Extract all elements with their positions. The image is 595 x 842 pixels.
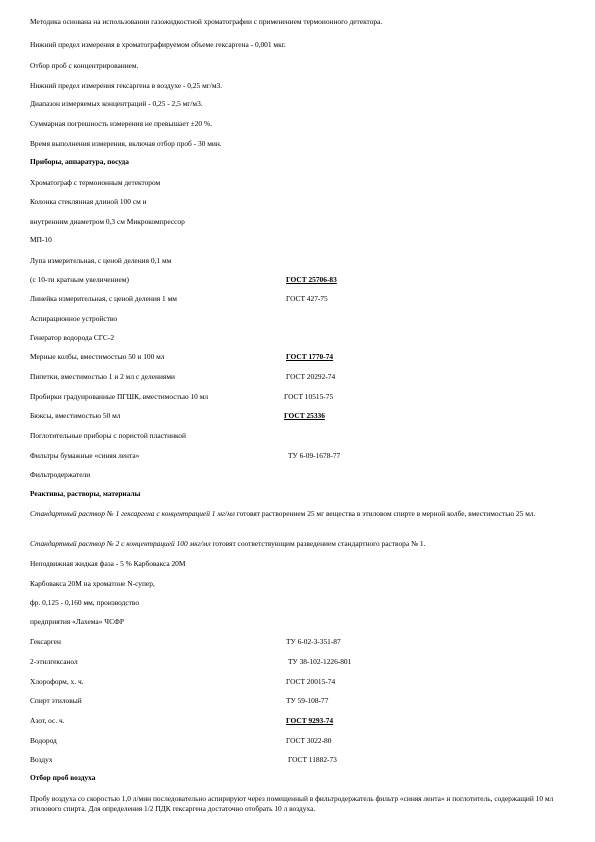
air-label: Воздух [30,755,53,764]
air-row [30,755,570,765]
holders-line: Фильтродержатели [30,470,91,479]
pipettes-row [30,372,570,382]
fraction-line: фр. 0,125 - 0,160 мм, производство [30,598,140,607]
tubes-row [30,392,570,402]
chloroform-standard: ГОСТ 20015-74 [286,677,336,686]
magnifier-row [30,275,570,285]
standard-solution-2-title: Стандартный раствор № 2 с концентрацией 100 мкг/мл [30,539,211,548]
beakers-row [30,411,570,421]
chromatograph-line: Хроматограф с термоионным детектором [30,178,161,187]
air-sampling-paragraph: Пробу воздуха со скоростью 1,0 л/мин последовательно аспирируют через помещенный в фильтродержатель фильтр «синяя лента» и поглотитель, содержащий 10 мл этилового спирта. Для определения 1/2 ПДК гексаргена достаточно отобрать 10 л воздуха. [30,794,554,813]
column-line-1: Колонка стеклянная длиной 100 см и [30,197,147,206]
ethylhexanol-label: 2-этилгексанол [30,657,78,666]
ethylhexanol-row [30,657,570,667]
hydrogen-row [30,736,570,746]
method-paragraph: Методика основана на использовании газожидкостной хроматографии с применением термоионного детектора. [30,17,383,26]
ethanol-label: Спирт этиловый [30,696,82,705]
filters-row [30,451,570,461]
time-paragraph: Время выполнения измерения, включая отбор проб - 30 мин. [30,139,222,148]
standard-solution-2 [30,539,425,549]
ethylhexanol-standard: ТУ 38-102-1226-801 [288,657,352,666]
absorbers-line: Поглотительные приборы с пористой пластинкой [30,431,186,440]
chloroform-row [30,677,570,687]
reagents-heading: Реактивы, растворы, материалы [30,489,141,498]
hexargen-row [30,637,570,647]
filters-standard: ТУ 6-09-1678-77 [288,451,341,460]
equipment-heading: Приборы, аппаратура, посуда [30,157,129,166]
air-sampling-heading: Отбор проб воздуха [30,773,96,782]
tubes-label: Пробирки градуированные ПГШК, вместимостью 10 мл [30,392,209,401]
pipettes-standard: ГОСТ 20292-74 [286,372,336,381]
filters-label: Фильтры бумажные «синяя лента» [30,451,140,460]
pipettes-label: Пипетки, вместимостью 1 и 2 мл с делениями [30,372,175,381]
lower-limit-volume: Нижний предел измерения в хроматографируемом объеме гексаргена - 0,001 мкг. [30,40,286,49]
sampling-paragraph: Отбор проб с концентрированием. [30,61,139,70]
hydrogen-label: Водород [30,736,57,745]
gost-25336-link[interactable]: ГОСТ 25336 [284,411,325,420]
hexargen-label: Гексарген [30,637,61,646]
range-paragraph: Диапазон измеряемых концентраций - 0,25 - 2,5 мг/м3. [30,99,203,108]
ruler-label: Линейка измерительная, с ценой деления 1 мм [30,294,177,303]
chloroform-label: Хлороформ, х. ч. [30,677,84,686]
lower-limit-air: Нижний предел измерения гексаргена в воздухе - 0,25 мг/м3. [30,81,223,90]
ethanol-row [30,696,570,706]
nitrogen-label: Азот, ос. ч. [30,716,65,725]
standard-solution-1-title: Стандартный раствор № 1 гексаргена с концентрацией 1 мг/мл [30,509,235,518]
enterprise-line: предприятия «Лахема» ЧСФР [30,617,124,626]
magnifier-line-2: (с 10-ти кратным увеличением) [30,275,129,284]
standard-solution-1-text: готовят растворением 25 мг вещества в этиловом спирте в мерной колбе, вместимостью 25 мл. [234,509,536,518]
ethanol-standard: ТУ 59-108-77 [286,696,329,705]
gost-9293-74-link[interactable]: ГОСТ 9293-74 [286,716,334,725]
error-paragraph: Суммарная погрешность измерения не превышает ±20 %. [30,119,212,128]
ruler-row [30,294,570,304]
mp-line: МП-10 [30,235,52,244]
gost-1770-74-link[interactable]: ГОСТ 1770-74 [286,352,334,361]
gost-25706-83-link[interactable]: ГОСТ 25706-83 [286,275,337,284]
standard-solution-2-text: готовят соответствующим разведением стандартного раствора № 1. [210,539,426,548]
aspirator-line: Аспирационное устройство [30,314,118,323]
column-line-2: внутренним диаметром 0,3 см Микрокомпрессор [30,217,185,226]
phase-line: Неподвижная жидкая фаза - 5 % Карбовакса 20М [30,559,186,568]
flasks-label: Мерные колбы, вместимостью 50 и 100 мл [30,352,165,361]
hydrogen-standard: ГОСТ 3022-80 [286,736,332,745]
standard-solution-1 [30,509,570,519]
magnifier-line-1: Лупа измерительная, с ценой деления 0,1 мм [30,256,172,265]
generator-line: Генератор водорода СГС-2 [30,333,115,342]
carbowax-line: Карбовакса 20М на хроматоне N-супер, [30,579,155,588]
air-standard: ГОСТ 11882-73 [288,755,337,764]
hexargen-standard: ТУ 6-02-3-351-87 [286,637,341,646]
flasks-row [30,352,570,362]
ruler-standard: ГОСТ 427-75 [286,294,328,303]
nitrogen-row [30,716,570,726]
tubes-standard: ГОСТ 10515-75 [284,392,334,401]
beakers-label: Бюксы, вместимостью 50 мл [30,411,121,420]
